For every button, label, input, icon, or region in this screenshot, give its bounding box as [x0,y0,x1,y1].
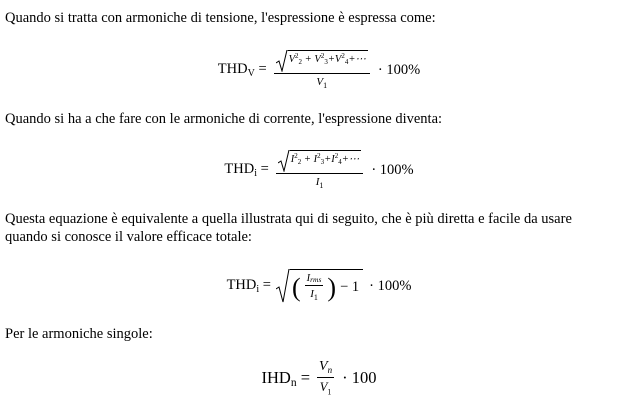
eq2-lhs-sub: i [254,168,257,179]
equation-ihd: $IHD_n$ = V $_n$ $V_1$ · 100 [261,359,377,397]
paragraph-voltage-intro: Quando si tratta con armoniche di tensione, l'espressione è espressa come: [5,10,436,26]
eq1-lhs-sub: V [247,68,255,79]
eq2-square-root: $I^2_2$ + $I^2_3+I^2_4+\cdots$ [278,150,362,172]
paragraph-single-harmonics: Per le armoniche singole: [5,326,153,342]
eq1-rhs: · 100% [377,61,421,78]
paragraph-equivalent-line2: quando si conosce il valore efficace totale: [5,229,252,245]
eq4-rhs: · 100 [342,368,377,387]
eq1-lhs: THD [217,61,248,77]
eq3-lhs: THD [226,277,257,293]
equation-thd-current-rms: $THD_i$ = ( I rms $I_1$ ) − 1 · 100% [0,264,638,308]
eq4-fraction: V $_n$ $V_1$ [319,359,333,397]
eq3-fraction: I rms $I_1$ [306,272,322,303]
eq2-rhs: · 100% [371,161,414,178]
eq3-left-paren: ( [291,272,301,302]
eq3-minus-one: − 1 [340,279,360,295]
radical-sign-icon [276,269,290,303]
eq4-lhs: IHD [261,367,291,387]
eq4-lhs-sub: n [290,376,297,389]
equation-thd-current: $THD_i$ = $\frac{I^2_2 + I^2_3+I^2_4+\cdots}{I_1}$ · 100% [224,151,414,191]
paragraph-equivalent-line1: Questa equazione è equivalente a quella illustrata qui di seguito, che è più diretta e facile da usare [5,211,572,227]
eq1-fraction: $\frac{V^2_2 + V^2_3+V^2_4+\cdots}{V_1}$ [274,50,370,90]
eq2-lhs: THD [224,161,255,177]
eq3-lhs-sub: i [256,284,260,295]
equation-thd-voltage: $THD_V$ = $\frac{V^2_2 + V^2_3+V^2_4+\cdots}{V_1}$ · 100% [217,51,421,91]
eq1-square-root: $V^2_2$ + $V^2_3+V^2_4+\cdots$ [276,50,368,72]
eq3-square-root [276,269,363,303]
eq3-rhs: · 100% [369,277,412,294]
radical-sign-icon [278,150,290,172]
eq2-fraction: $\frac{I^2_2 + I^2_3+I^2_4+\cdots}{I_1}$ [276,150,364,190]
eq3-right-paren: ) [327,272,337,302]
paragraph-current-intro: Quando si ha a che fare con le armoniche di corrente, l'espressione diventa: [5,111,443,127]
radical-sign-icon [276,50,288,72]
